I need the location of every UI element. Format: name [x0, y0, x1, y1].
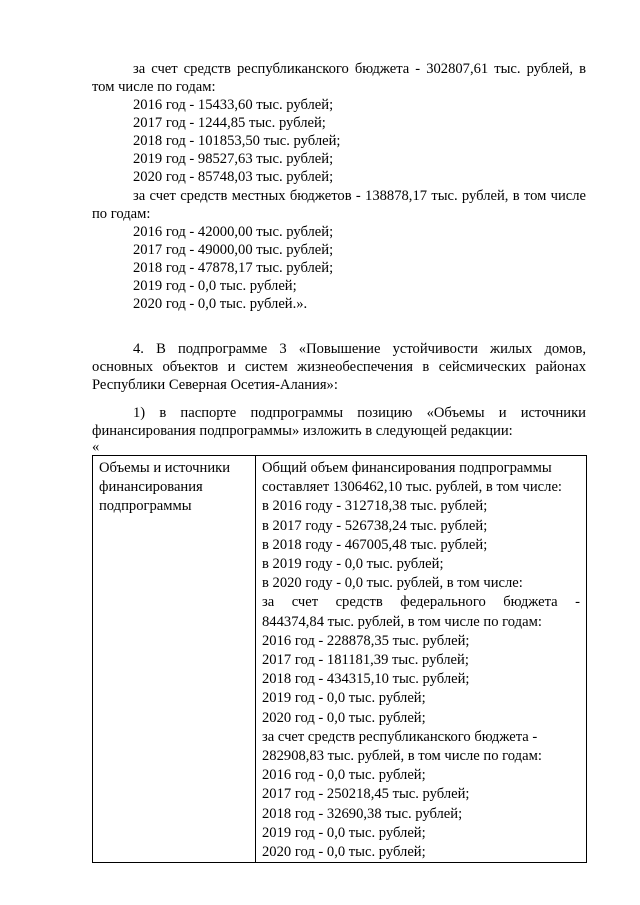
content-line: за счет средств республиканского бюджета -: [262, 728, 538, 745]
table-cell-label: [93, 456, 256, 863]
label-line: финансирования: [99, 479, 203, 496]
content-line: 2017 год - 250218,45 тыс. рублей;: [262, 786, 470, 803]
republic-year-2017: 2017 год - 1244,85 тыс. рублей;: [133, 115, 326, 131]
content-line: в 2017 году - 526738,24 тыс. рублей;: [262, 517, 488, 534]
republic-year-2020: 2020 год - 85748,03 тыс. рублей;: [133, 169, 334, 185]
content-line: 2018 год - 32690,38 тыс. рублей;: [262, 805, 463, 822]
content-line: 2020 год - 0,0 тыс. рублей;: [262, 844, 426, 861]
local-year-2017: 2017 год - 49000,00 тыс. рублей;: [133, 242, 334, 258]
content-line: 2016 год - 228878,35 тыс. рублей;: [262, 632, 470, 649]
content-line: составляет 1306462,10 тыс. рублей, в том числе:: [262, 479, 562, 496]
content-line: 2019 год - 0,0 тыс. рублей;: [262, 824, 426, 841]
republic-year-2016: 2016 год - 15433,60 тыс. рублей;: [133, 97, 334, 113]
content-line: в 2019 году - 0,0 тыс. рублей;: [262, 556, 444, 573]
content-line: 2016 год - 0,0 тыс. рублей;: [262, 767, 426, 784]
republic-budget-line-2: том числе по годам:: [92, 79, 216, 95]
table-cell-content: [256, 456, 587, 863]
republic-budget-line-1: за счет средств республиканского бюджета - 302807,61 тыс. рублей, в: [133, 61, 586, 77]
content-line: в 2016 году - 312718,38 тыс. рублей;: [262, 498, 488, 515]
opening-quote: «: [92, 439, 100, 455]
local-budget-line-2: по годам:: [92, 206, 151, 222]
section-4-line-3: Республики Северная Осетия-Алания»:: [92, 377, 338, 393]
item-1-line-2: финансирования подпрограммы» изложить в следующей редакции:: [92, 423, 513, 439]
local-year-2016: 2016 год - 42000,00 тыс. рублей;: [133, 224, 334, 240]
item-1-line-1: 1) в паспорте подпрограммы позицию «Объемы и источники: [133, 405, 586, 421]
content-line: 2019 год - 0,0 тыс. рублей;: [262, 690, 426, 707]
content-line: 844374,84 тыс. рублей, в том числе по годам:: [262, 613, 542, 630]
section-4-line-2: основных объектов и систем жизнеобеспечения в сейсмических районах: [92, 359, 586, 375]
republic-year-2019: 2019 год - 98527,63 тыс. рублей;: [133, 151, 334, 167]
content-line: 2020 год - 0,0 тыс. рублей;: [262, 709, 426, 726]
content-line: 2017 год - 181181,39 тыс. рублей;: [262, 652, 469, 669]
passport-table: [92, 455, 587, 863]
republic-year-2018: 2018 год - 101853,50 тыс. рублей;: [133, 133, 341, 149]
content-line: 2018 год - 434315,10 тыс. рублей;: [262, 671, 470, 688]
content-line: Общий объем финансирования подпрограммы: [262, 460, 552, 476]
section-4-line-1: 4. В подпрограмме 3 «Повышение устойчивости жилых домов,: [133, 341, 586, 357]
content-line: в 2020 году - 0,0 тыс. рублей, в том числе:: [262, 575, 523, 592]
label-line: подпрограммы: [99, 498, 192, 515]
local-budget-line-1: за счет средств местных бюджетов - 138878,17 тыс. рублей, в том числе: [133, 188, 586, 204]
content-line: за счет средств федерального бюджета -: [262, 594, 580, 611]
label-line: Объемы и источники: [99, 460, 231, 476]
content-line: в 2018 году - 467005,48 тыс. рублей;: [262, 536, 488, 553]
local-year-2019: 2019 год - 0,0 тыс. рублей;: [133, 278, 297, 294]
local-year-2018: 2018 год - 47878,17 тыс. рублей;: [133, 260, 334, 276]
local-year-2020: 2020 год - 0,0 тыс. рублей.».: [133, 296, 308, 312]
content-line: 282908,83 тыс. рублей, в том числе по годам:: [262, 748, 542, 765]
table-row: [93, 456, 587, 863]
